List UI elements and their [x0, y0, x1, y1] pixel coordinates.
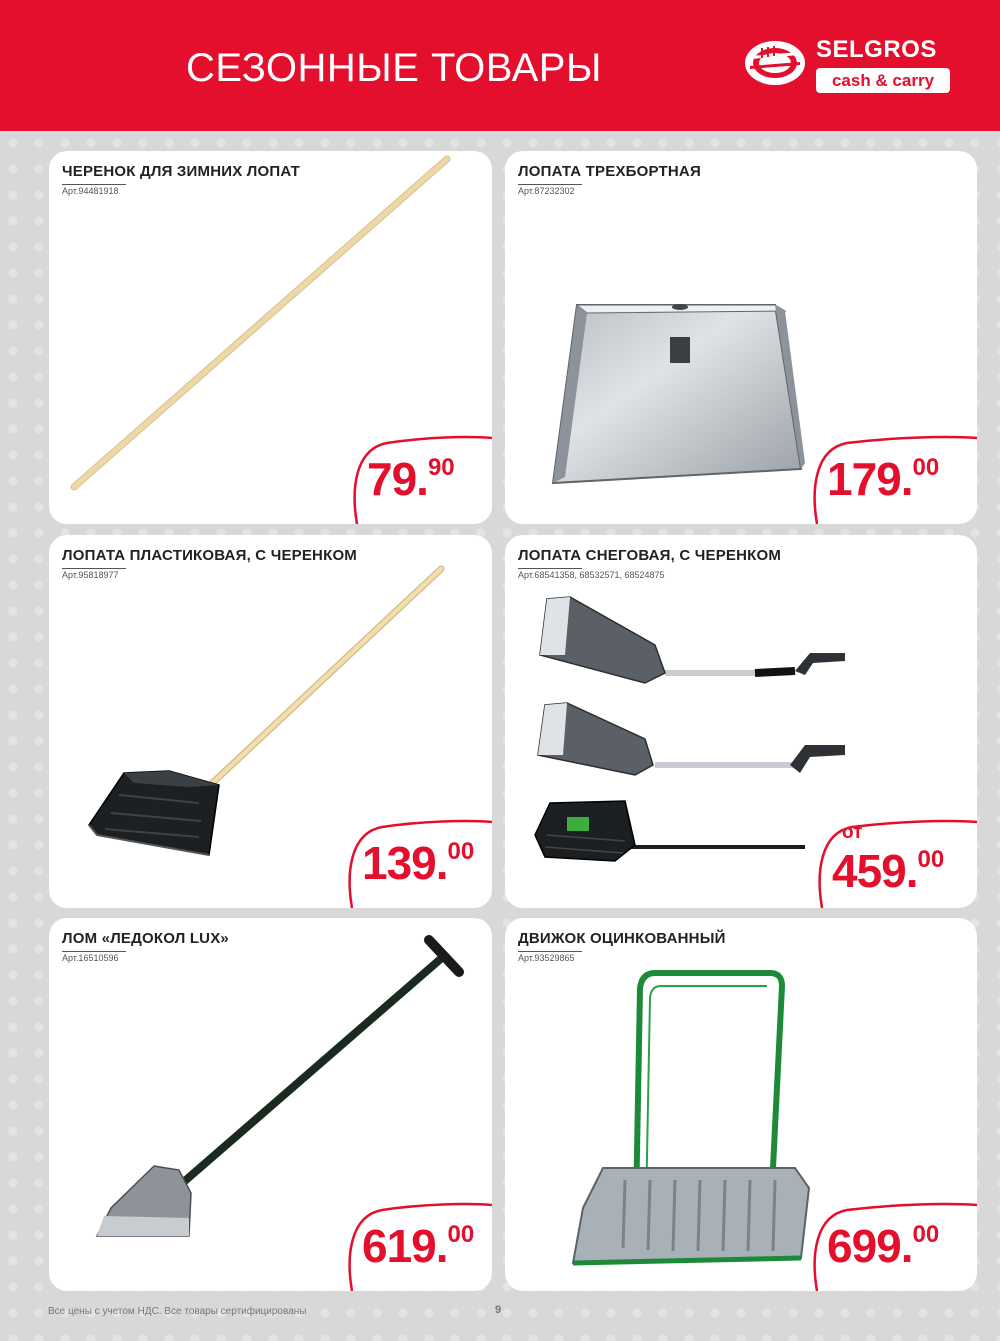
- product-card[interactable]: [505, 535, 977, 908]
- logo-name: SELGROS: [816, 36, 937, 63]
- product-article: Арт.16510596: [62, 953, 119, 963]
- selgros-logo[interactable]: [742, 34, 952, 96]
- price-cents: 90: [427, 454, 455, 481]
- product-title: ЛОМ «ЛЕДОКОЛ LUX»: [62, 930, 229, 947]
- title-underline: [62, 184, 126, 185]
- product-article: Арт.87232302: [518, 186, 575, 196]
- price-badge: [812, 818, 977, 908]
- page-title: СЕЗОННЫЕ ТОВАРЫ: [186, 46, 602, 90]
- price-cents: 00: [912, 1221, 940, 1248]
- product-card[interactable]: [49, 535, 492, 908]
- price-integer: 179: [827, 453, 901, 505]
- title-underline: [518, 951, 582, 952]
- product-title: ЛОПАТА СНЕГОВАЯ, С ЧЕРЕНКОМ: [518, 547, 782, 564]
- price-cents: 00: [447, 838, 475, 865]
- price-badge: [807, 1201, 977, 1291]
- price: 459.00: [832, 845, 945, 897]
- footer-note: Все цены с учетом НДС. Все товары сертифицированы: [48, 1306, 307, 1317]
- logo-tagline: cash & carry: [816, 68, 950, 93]
- title-underline: [518, 568, 582, 569]
- fork-and-plate-icon: [742, 38, 808, 88]
- price-cents: 00: [917, 846, 945, 873]
- price-integer: 619: [362, 1220, 436, 1272]
- price: 619.00: [362, 1220, 475, 1272]
- price: 139.00: [362, 837, 475, 889]
- title-underline: [62, 951, 126, 952]
- price-integer: 459: [832, 845, 906, 897]
- product-card[interactable]: [49, 151, 492, 524]
- title-underline: [62, 568, 126, 569]
- product-title: ЛОПАТА ТРЕХБОРТНАЯ: [518, 163, 701, 180]
- price-badge: [347, 434, 492, 524]
- page-number: 9: [495, 1304, 502, 1316]
- product-card[interactable]: [505, 151, 977, 524]
- title-underline: [518, 184, 582, 185]
- price-cents: 00: [447, 1221, 475, 1248]
- product-article: Арт.95818977: [62, 570, 119, 580]
- price: 79.90: [367, 453, 455, 505]
- price-integer: 79: [367, 453, 417, 505]
- product-card[interactable]: [505, 918, 977, 1291]
- price-badge: [807, 434, 977, 524]
- product-title: ЧЕРЕНОК ДЛЯ ЗИМНИХ ЛОПАТ: [62, 163, 301, 180]
- price: 179.00: [827, 453, 940, 505]
- price-integer: 139: [362, 837, 436, 889]
- price-badge: [342, 818, 492, 908]
- price-integer: 699: [827, 1220, 901, 1272]
- price-badge: [342, 1201, 492, 1291]
- product-title: ЛОПАТА ПЛАСТИКОВАЯ, С ЧЕРЕНКОМ: [62, 547, 358, 564]
- header-bar: [0, 0, 1000, 131]
- product-title: ДВИЖОК ОЦИНКОВАННЫЙ: [518, 930, 726, 947]
- price-prefix: от: [842, 822, 863, 843]
- product-card[interactable]: [49, 918, 492, 1291]
- price-cents: 00: [912, 454, 940, 481]
- product-article: Арт.94481918: [62, 186, 119, 196]
- product-article: Арт.93529865: [518, 953, 575, 963]
- price: 699.00: [827, 1220, 940, 1272]
- product-article: Арт.68541358, 68532571, 68524875: [518, 570, 665, 580]
